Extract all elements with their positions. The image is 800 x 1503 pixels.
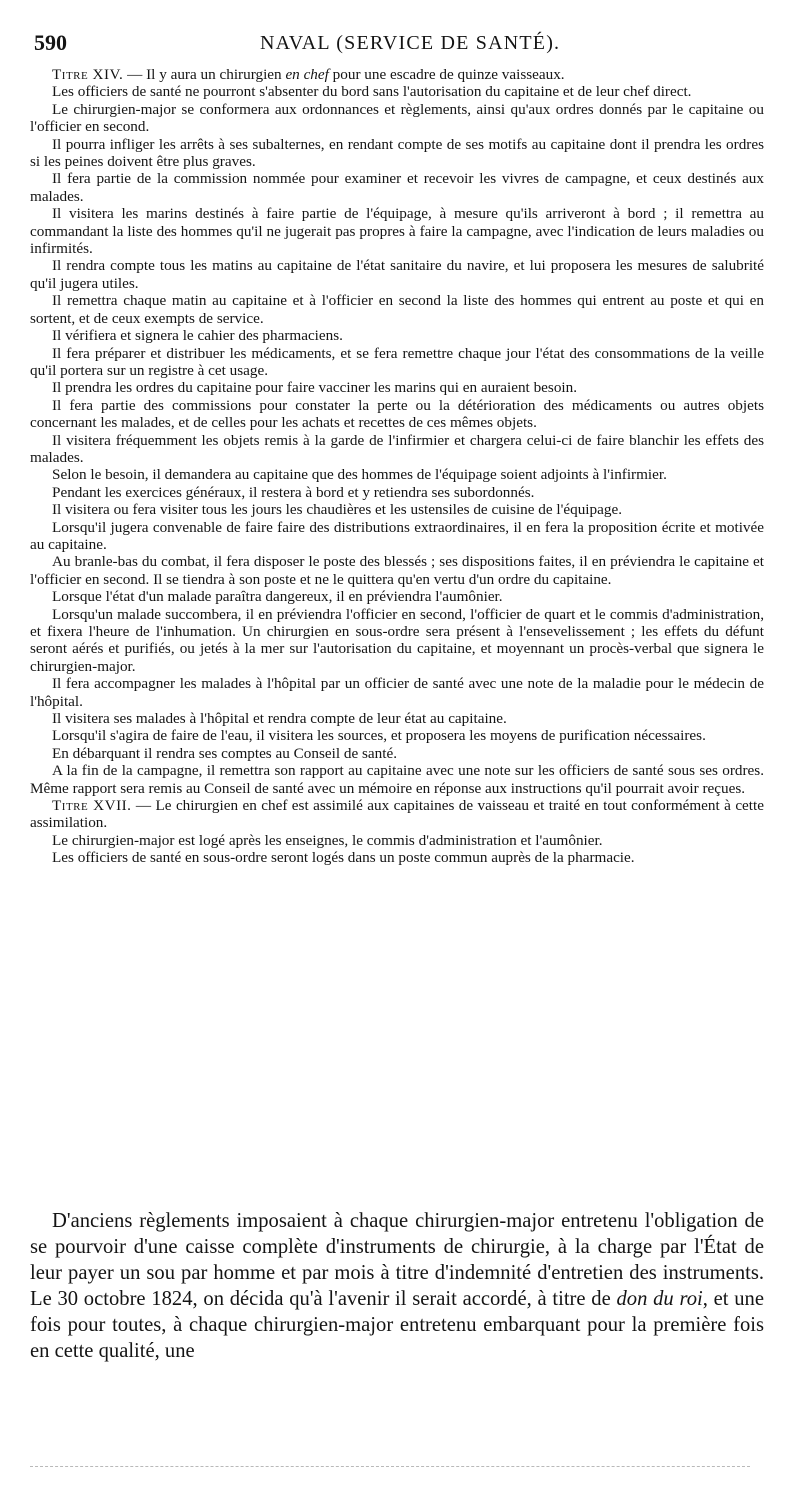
regulation-paragraph: Pendant les exercices généraux, il restera à bord et y retiendra ses subordonnés. (52, 483, 535, 501)
regulation-paragraph: Il fera partie des commissions pour constater la perte ou la détérioration des médicaments ou autres objets concernant les malades, et de celles pour les achats et recettes de ces mêmes objets. (30, 396, 764, 432)
regulation-paragraph: Lorsqu'il jugera convenable de faire faire des distributions extraordinaires, il en fera la proposition écrite et motivée au capitaine. (30, 518, 764, 553)
paragraph-text: — Il y aura un chirurgien (123, 66, 286, 83)
commentary-paragraph (30, 1208, 764, 1364)
paragraph-text: — Le chirurgien en chef est assimilé aux capitaines de vaisseau et traité en tout conformément à cette assimilation. (30, 797, 764, 832)
regulation-paragraph: Lorsque l'état d'un malade paraîtra dangereux, il en préviendra l'aumônier. (52, 588, 503, 606)
regulation-paragraph: Il visitera ses malades à l'hôpital et rendra compte de leur état au capitaine. (52, 710, 507, 728)
regulation-paragraph: Les officiers de santé en sous-ordre seront logés dans un poste commun auprès de la pharmacie. (52, 849, 635, 867)
paragraph-italic: en chef (285, 66, 329, 83)
footer-rule (30, 1466, 750, 1467)
title-lead: Titre XVII. (52, 797, 132, 815)
regulation-paragraph: Il fera préparer et distribuer les médicaments, et se fera remettre chaque jour l'état des consommations de la veille qu'il portera sur un registre à cet usage. (30, 344, 764, 379)
page-number: 590 (34, 30, 67, 55)
regulation-paragraph: Il fera partie de la commission nommée pour examiner et recevoir les vivres de campagne, et ceux destinés aux malades. (30, 170, 764, 205)
regulation-paragraph: Il prendra les ordres du capitaine pour faire vacciner les marins qui en auraient besoin. (52, 379, 578, 397)
regulation-paragraph: Au branle-bas du combat, il fera disposer le poste des blessés ; ses dispositions faites, il en préviendra le capitaine et l'officier en second. Il se tiendra à son poste et ne le quittera qu'en vertu d'un ordre du capitaine. (30, 553, 764, 588)
regulation-paragraph: Il visitera les marins destinés à faire partie de l'équipage, à mesure qu'ils arriveront à bord ; il remettra au commandant la liste des hommes qu'il ne jugerait pas propres à faire la campagne, avec l'indication de leurs maladies ou infirmités. (30, 205, 764, 258)
regulation-paragraph: Lorsqu'il s'agira de faire de l'eau, il visitera les sources, et proposera les moyens de purification nécessaires. (52, 727, 706, 745)
regulation-paragraph: Il fera accompagner les malades à l'hôpital par un officier de santé avec une note de la maladie pour le médecin de l'hôpital. (30, 675, 764, 710)
regulation-paragraph (30, 66, 764, 83)
commentary-text-end: , et une fois pour toutes, à chaque chirurgien-major entretenu embarquant pour la première fois en cette qualité, une (30, 1288, 764, 1362)
regulation-paragraph: Selon le besoin, il demandera au capitaine que des hommes de l'équipage soient adjoints à l'infirmier. (52, 466, 667, 484)
regulation-paragraph: Il pourra infliger les arrêts à ses subalternes, en rendant compte de ses motifs au capitaine dont il prendra les ordres si les peines doivent être plus graves. (30, 135, 764, 171)
regulation-paragraph: Il vérifiera et signera le cahier des pharmaciens. (52, 327, 343, 345)
commentary-text-start: D'anciens règlements imposaient à chaque chirurgien-major entretenu l'obligation de se pourvoir d'une caisse complète d'instruments de chirurgie, à la charge par l'État de leur payer un sou par homme et par mois à titre d'indemnité d'entretien des instruments. Le 30 octobre 1824, on décida qu'à l'avenir il serait accordé, à titre de (30, 1210, 764, 1310)
regulation-paragraph: Il rendra compte tous les matins au capitaine de l'état sanitaire du navire, et lui proposera les mesures de salubrité qu'il jugera utiles. (30, 257, 764, 292)
regulation-paragraph: Il remettra chaque matin au capitaine et à l'officier en second la liste des hommes qui entrent au poste et qui en sortent, et de ceux exempts de service. (30, 292, 764, 327)
regulation-paragraph: Il visitera ou fera visiter tous les jours les chaudières et les ustensiles de cuisine de l'équipage. (52, 501, 622, 519)
regulation-paragraph: A la fin de la campagne, il remettra son rapport au capitaine avec une note sur les officiers de santé sous ses ordres. Même rapport sera remis au Conseil de santé avec un mémoire en réponse aux instructions qu'il pourrait avoir reçues. (30, 762, 764, 797)
regulation-paragraph: Le chirurgien-major est logé après les enseignes, le commis d'administration et l'aumônier. (52, 831, 603, 849)
title-lead: Titre XIV. (52, 66, 124, 83)
commentary-text (30, 1208, 764, 1364)
regulation-paragraph: Lorsqu'un malade succombera, il en préviendra l'officier en second, l'officier de quart et le commis d'administration, et fixera l'heure de l'inhumation. Un chirurgien en sous-ordre sera présent à l'ensevelissement ; les effets du défunt seront aérés et purifiés, ou jetés à la mer sur l'autorisation du capitaine, et moyennant un procès-verbal que signera le chirurgien-major. (30, 605, 764, 675)
page-header (30, 30, 770, 60)
regulation-paragraph: Il visitera fréquemment les objets remis à la garde de l'infirmier et chargera celui-ci de faire blanchir les effets des malades. (30, 431, 764, 466)
commentary-italic: don du roi (616, 1288, 703, 1310)
regulation-paragraph: Les officiers de santé ne pourront s'absenter du bord sans l'autorisation du capitaine et de leur chef direct. (52, 83, 692, 101)
regulation-paragraph: En débarquant il rendra ses comptes au Conseil de santé. (52, 744, 397, 762)
regulation-paragraph (30, 797, 764, 832)
running-title: NAVAL (SERVICE DE SANTÉ). (260, 32, 561, 54)
regulation-text (30, 66, 764, 867)
paragraph-text: pour une escadre de quinze vaisseaux. (328, 66, 565, 83)
regulation-paragraph: Le chirurgien-major se conformera aux ordonnances et règlements, ainsi qu'aux ordres donnés par le capitaine ou l'officier en second. (30, 100, 764, 136)
